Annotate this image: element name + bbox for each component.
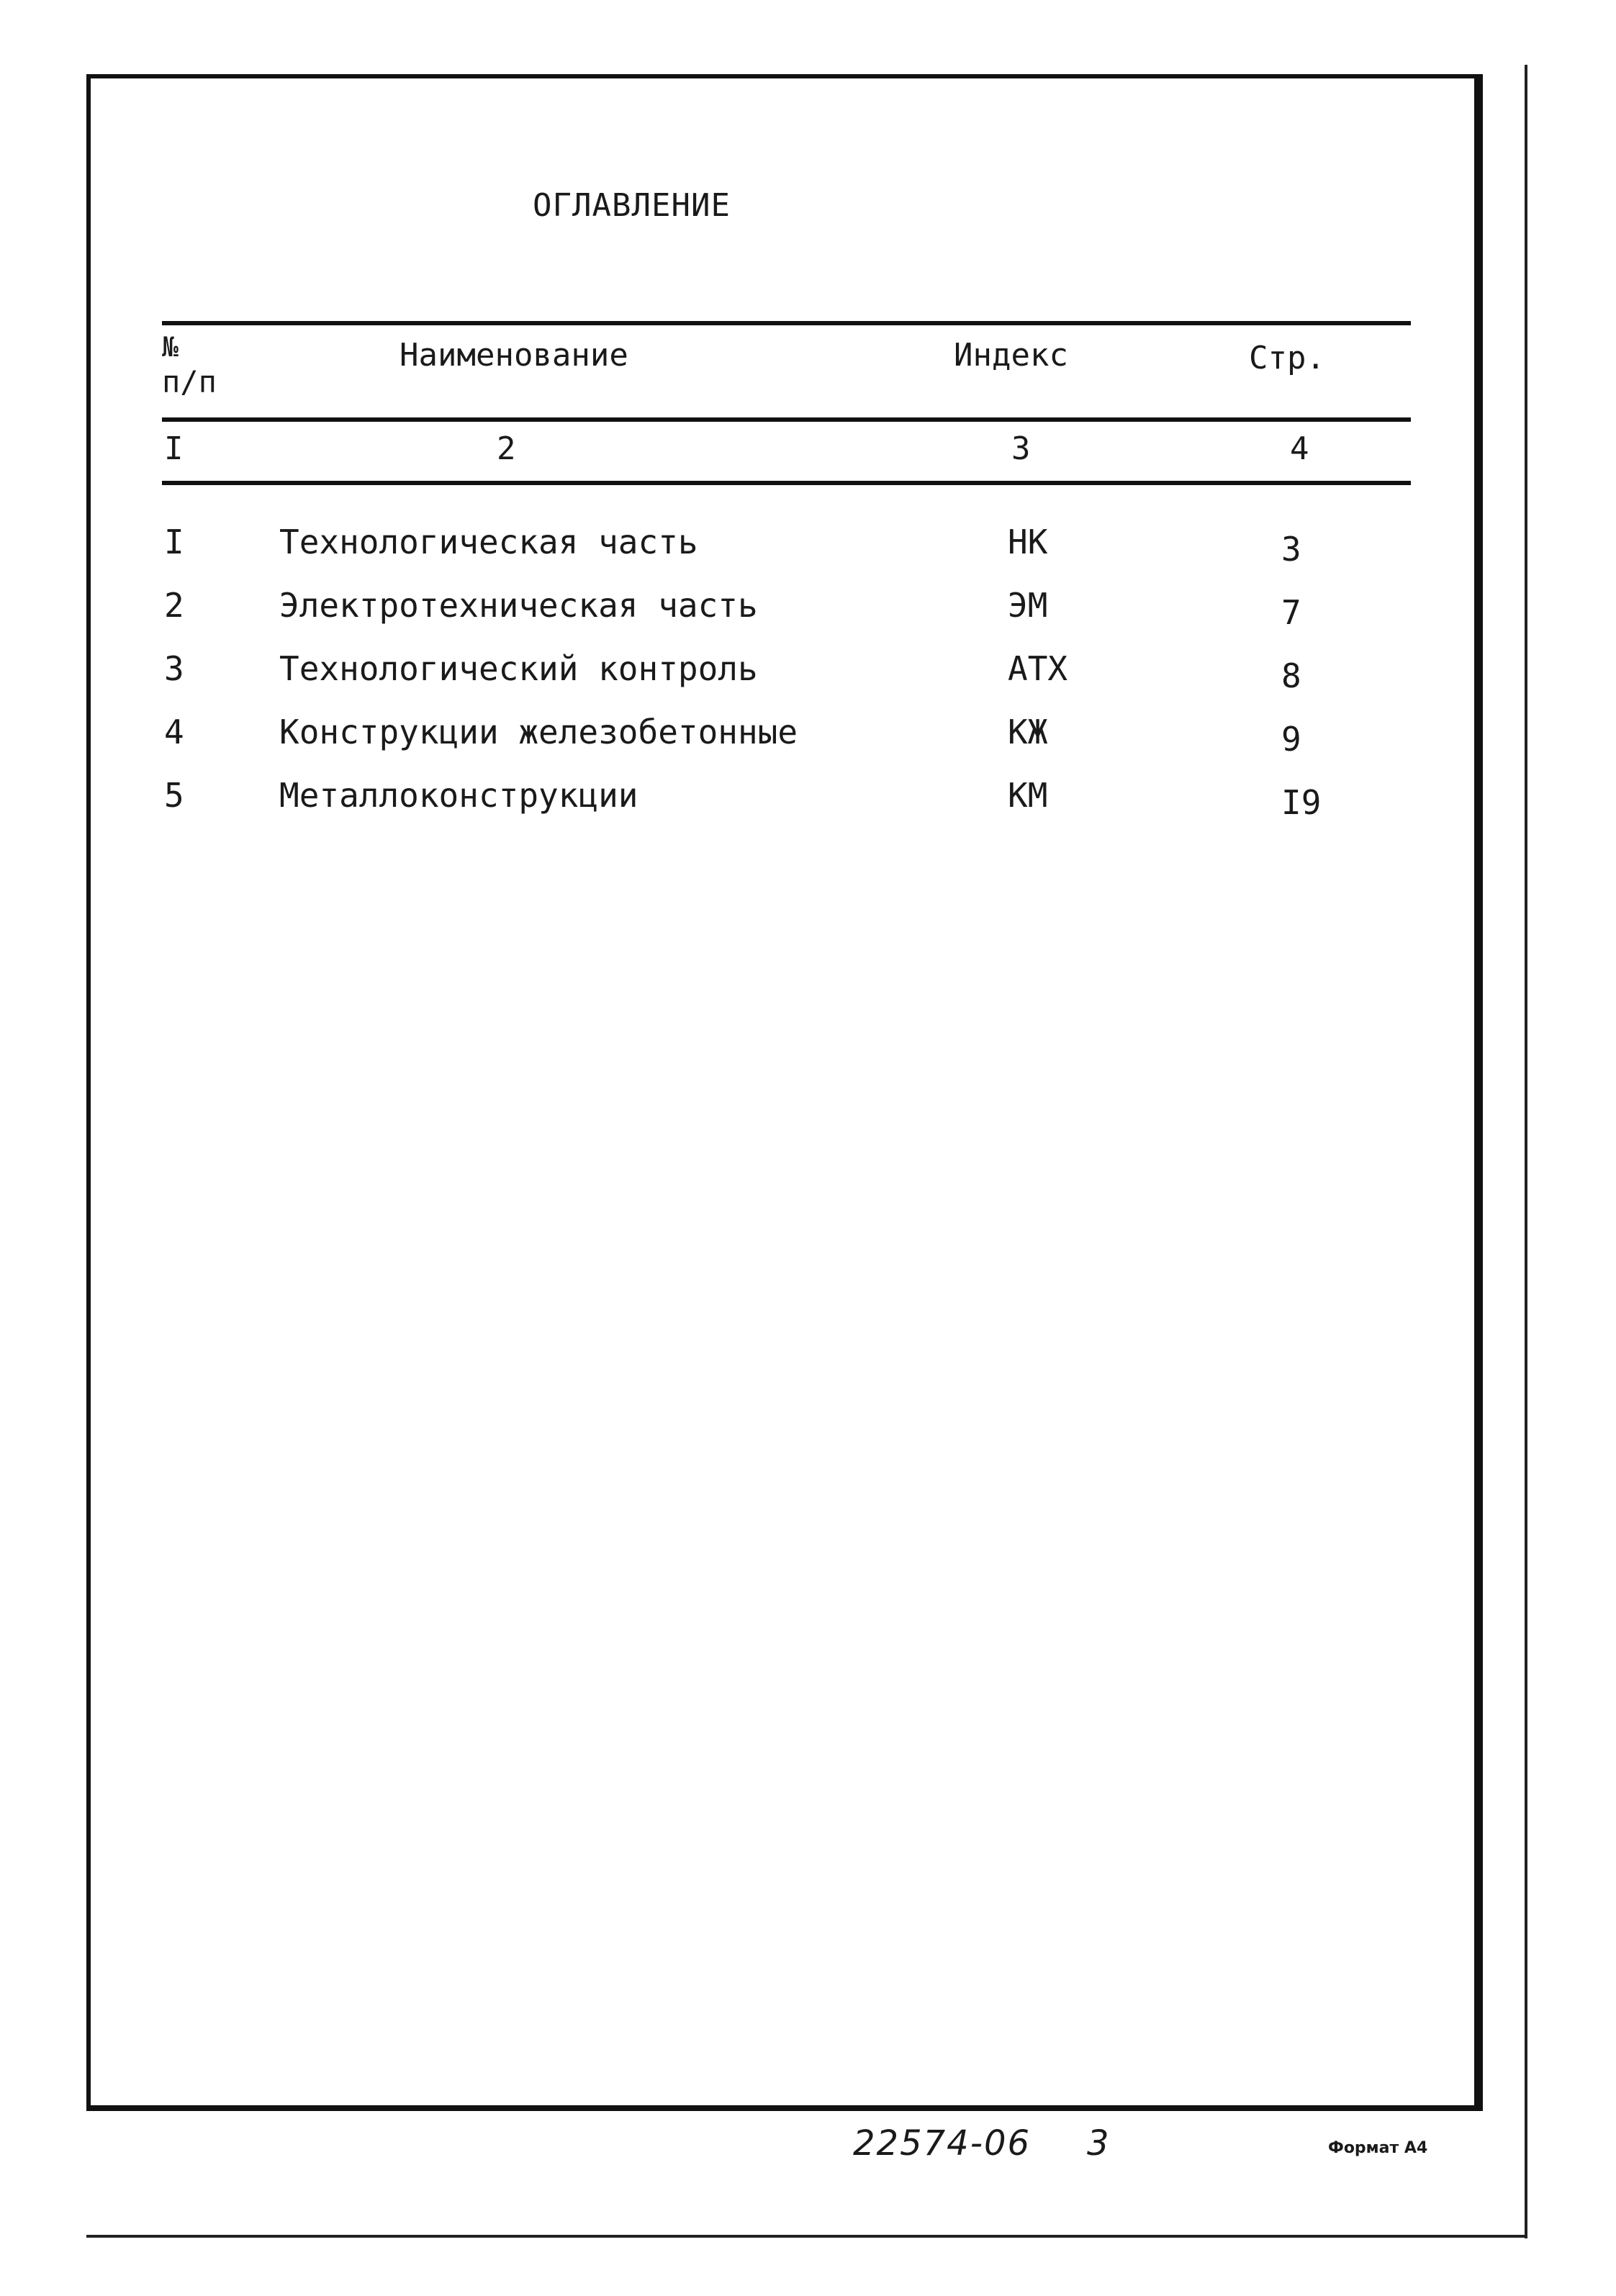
column-number-1: I xyxy=(164,430,184,467)
table-colnum-rule xyxy=(162,481,1411,485)
outer-border-right xyxy=(1525,65,1527,2238)
page-title-text: ОГЛАВЛЕНИЕ xyxy=(533,187,731,224)
column-number-2: 2 xyxy=(497,430,516,467)
row-index: НК xyxy=(1008,523,1048,561)
column-number-4: 4 xyxy=(1290,430,1309,467)
row-number: 4 xyxy=(164,713,184,751)
row-name: Металлоконструкции xyxy=(279,776,638,815)
row-index: АТХ xyxy=(1008,649,1068,688)
row-name: Технологическая часть xyxy=(279,523,698,561)
header-name: Наименование xyxy=(400,337,628,374)
table-row xyxy=(0,523,1616,586)
header-index: Индекс xyxy=(954,337,1068,374)
row-name: Конструкции железобетонные xyxy=(279,713,798,751)
row-page: 8 xyxy=(1281,656,1301,695)
row-page: 3 xyxy=(1281,530,1301,569)
document-code: 22574-06 xyxy=(853,2123,1032,2164)
row-page: 7 xyxy=(1281,593,1301,632)
table-row xyxy=(0,713,1616,776)
table-top-rule xyxy=(162,321,1411,325)
header-num-line1: № xyxy=(162,331,179,363)
row-index: КМ xyxy=(1008,776,1048,815)
paper-format: Формат А4 xyxy=(1328,2139,1428,2157)
row-name: Электротехническая часть xyxy=(279,586,758,625)
header-page: Стр. xyxy=(1249,340,1325,376)
row-number: 3 xyxy=(164,649,184,688)
page-frame xyxy=(86,74,1483,2111)
header-num-line2: п/п xyxy=(162,364,217,399)
outer-border-bottom xyxy=(86,2235,1527,2238)
row-number: 2 xyxy=(164,586,184,625)
column-number-3: 3 xyxy=(1011,430,1031,467)
row-number: 5 xyxy=(164,776,184,815)
table-row xyxy=(0,586,1616,649)
row-page: 9 xyxy=(1281,720,1301,759)
sheet-number: 3 xyxy=(1087,2123,1109,2164)
table-row xyxy=(0,649,1616,713)
row-index: КЖ xyxy=(1008,713,1048,751)
row-page: I9 xyxy=(1281,783,1322,822)
page-title xyxy=(0,187,1616,224)
row-number: I xyxy=(164,523,184,561)
table-row xyxy=(0,776,1616,839)
table-header-rule xyxy=(162,417,1411,422)
row-name: Технологический контроль xyxy=(279,649,758,688)
row-index: ЭМ xyxy=(1008,586,1048,625)
